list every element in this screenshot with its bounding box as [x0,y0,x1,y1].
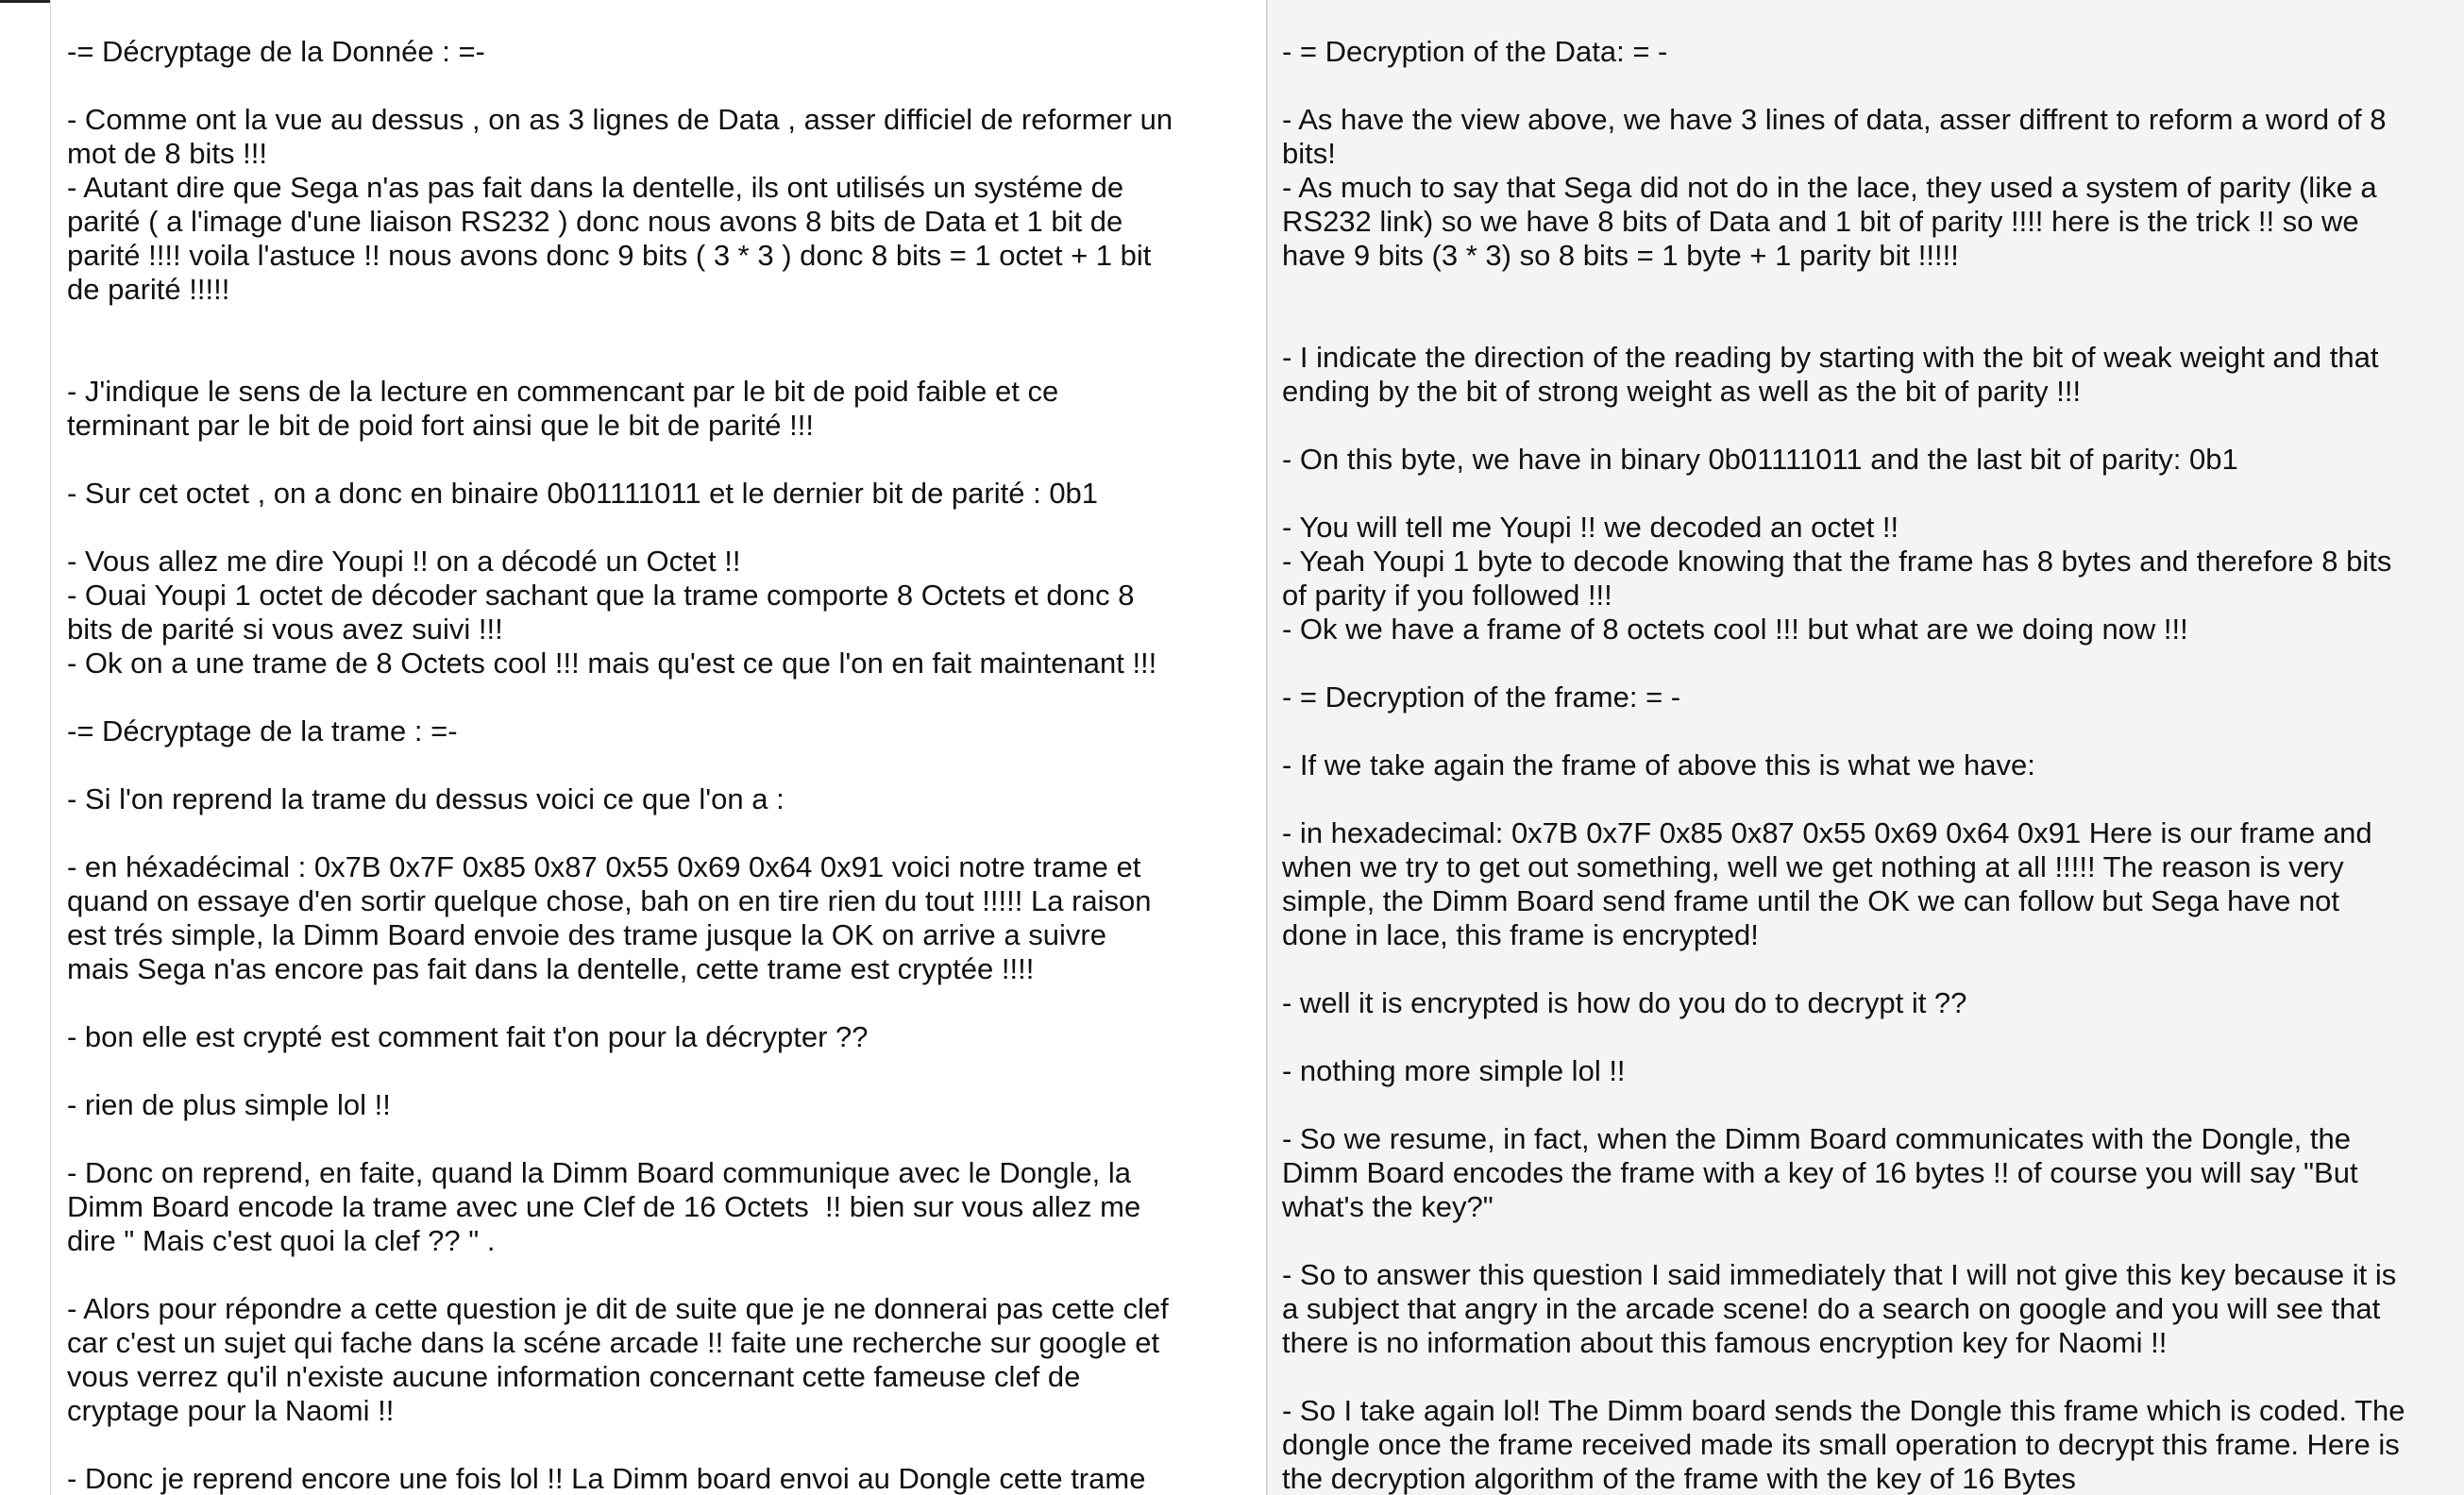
text-line: - = Decryption of the Data: = - [1282,35,1668,68]
text-line: vous verrez qu'il n'existe aucune information concernant cette fameuse clef de [67,1360,1081,1393]
text-line: car c'est un sujet qui fache dans la scéne arcade !! faite une recherche sur google et [67,1326,1160,1359]
blank-line [67,1428,1261,1462]
text-line: - in hexadecimal: 0x7B 0x7F 0x85 0x87 0x55 0x69 0x64 0x91 Here is our frame and [1282,816,2372,849]
text-line: bits! [1282,137,1336,170]
text-line: parité ( a l'image d'une liaison RS232 ) donc nous avons 8 bits de Data et 1 bit de [67,205,1123,238]
text-line: - Donc on reprend, en faite, quand la Dimm Board communique avec le Dongle, la [67,1156,1131,1189]
text-line: parité !!!! voila l'astuce !! nous avons donc 9 bits ( 3 * 3 ) donc 8 bits = 1 octet + 1 bit [67,239,1152,272]
blank-line [1282,409,2448,443]
text-line: what's the key?" [1282,1190,1494,1223]
text-line: - So we resume, in fact, when the Dimm Board communicates with the Dongle, the [1282,1122,2351,1155]
blank-line [67,748,1261,782]
text-line: - = Decryption of the frame: = - [1282,680,1681,714]
blank-line [67,307,1261,341]
text-line: - J'indique le sens de la lecture en commencant par le bit de poid faible et ce [67,375,1059,408]
text-line: of parity if you followed !!! [1282,579,1612,612]
blank-line [1282,273,2448,307]
french-text-block [67,0,1261,1495]
text-line: est trés simple, la Dimm Board envoie des trame jusque la OK on arrive a suivre [67,918,1106,951]
text-line: - well it is encrypted is how do you do to decrypt it ?? [1282,986,1967,1019]
blank-line [1282,1360,2448,1394]
blank-line [1282,1224,2448,1258]
text-line: - Sur cet octet , on a donc en binaire 0b01111011 et le dernier bit de parité : 0b1 [67,477,1099,510]
blank-line [1282,1088,2448,1122]
text-line: Dimm Board encodes the frame with a key of 16 bytes !! of course you will say "But [1282,1156,2358,1189]
text-line: - Yeah Youpi 1 byte to decode knowing that the frame has 8 bytes and therefore 8 bits [1282,545,2392,578]
text-line: - Alors pour répondre a cette question je dit de suite que je ne donnerai pas cette clef [67,1292,1169,1325]
text-line: have 9 bits (3 * 3) so 8 bits = 1 byte + 1 parity bit !!!!! [1282,239,1959,272]
text-line: the decryption algorithm of the frame with the key of 16 Bytes [1282,1462,2076,1495]
text-line: simple, the Dimm Board send frame until the OK we can follow but Sega have not [1282,884,2340,917]
text-line: - So I take again lol! The Dimm board sends the Dongle this frame which is coded. The [1282,1394,2405,1427]
blank-line [67,1122,1261,1156]
text-line: - Ok we have a frame of 8 octets cool !!! but what are we doing now !!! [1282,613,2188,646]
blank-line [1282,1020,2448,1054]
text-line: de parité !!!!! [67,273,230,306]
text-line: - On this byte, we have in binary 0b01111011 and the last bit of parity: 0b1 [1282,443,2238,476]
blank-line [1282,69,2448,103]
blank-line [67,1,1261,35]
blank-line [1282,1,2448,35]
text-line: dongle once the frame received made its small operation to decrypt this frame. Here is [1282,1428,2400,1461]
text-line: -= Décryptage de la Donnée : =- [67,35,485,68]
text-line: done in lace, this frame is encrypted! [1282,918,1759,951]
blank-line [1282,477,2448,511]
blank-line [1282,714,2448,748]
translated-text-panel[interactable] [1267,0,2464,1495]
original-text-panel[interactable] [50,0,1266,1495]
text-line: - Ouai Youpi 1 octet de décoder sachant que la trame comporte 8 Octets et donc 8 [67,579,1135,612]
text-line: - Ok on a une trame de 8 Octets cool !!! mais qu'est ce que l'on en fait maintenant !!! [67,647,1157,680]
text-line: - rien de plus simple lol !! [67,1088,391,1121]
text-line: dire " Mais c'est quoi la clef ?? " . [67,1224,496,1257]
text-line: - If we take again the frame of above this is what we have: [1282,748,2035,781]
text-line: bits de parité si vous avez suivi !!! [67,613,503,646]
text-line: RS232 link) so we have 8 bits of Data and 1 bit of parity !!!! here is the trick !! so we [1282,205,2359,238]
blank-line [1282,952,2448,986]
text-line: a subject that angry in the arcade scene! do a search on google and you will see that [1282,1292,2381,1325]
blank-line [67,1258,1261,1292]
blank-line [1282,307,2448,341]
english-text-block [1282,0,2448,1495]
blank-line [67,69,1261,103]
text-line: when we try to get out something, well we get nothing at all !!!!! The reason is very [1282,850,2344,883]
text-line: - You will tell me Youpi !! we decoded an octet !! [1282,511,1899,544]
text-line: - So to answer this question I said immediately that I will not give this key because it is [1282,1258,2397,1291]
text-line: - Si l'on reprend la trame du dessus voici ce que l'on a : [67,782,785,815]
blank-line [67,443,1261,477]
text-line: - Donc je reprend encore une fois lol !! La Dimm board envoi au Dongle cette trame [67,1462,1146,1495]
text-line: terminant par le bit de poid fort ainsi que le bit de parité !!! [67,409,814,442]
text-line: Dimm Board encode la trame avec une Clef de 16 Octets !! bien sur vous allez me [67,1190,1141,1223]
blank-line [67,816,1261,850]
blank-line [67,511,1261,545]
text-line: - Vous allez me dire Youpi !! on a décodé un Octet !! [67,545,741,578]
text-line: cryptage pour la Naomi !! [67,1394,395,1427]
blank-line [67,1054,1261,1088]
text-line: mot de 8 bits !!! [67,137,267,170]
blank-line [67,986,1261,1020]
text-line: - bon elle est crypté est comment fait t'on pour la décrypter ?? [67,1020,869,1053]
text-line: ending by the bit of strong weight as well as the bit of parity !!! [1282,375,2082,408]
text-line: - Autant dire que Sega n'as pas fait dans la dentelle, ils ont utilisés un systéme de [67,171,1124,204]
blank-line [1282,647,2448,680]
text-line: mais Sega n'as encore pas fait dans la dentelle, cette trame est cryptée !!!! [67,952,1035,985]
text-line: - As much to say that Sega did not do in the lace, they used a system of parity (like a [1282,171,2377,204]
blank-line [67,680,1261,714]
text-line: - Comme ont la vue au dessus , on as 3 lignes de Data , asser difficiel de reformer un [67,103,1173,136]
blank-line [1282,782,2448,816]
text-line: - nothing more simple lol !! [1282,1054,1626,1087]
text-line: - As have the view above, we have 3 lines of data, asser diffrent to reform a word of 8 [1282,103,2387,136]
text-line: - en héxadécimal : 0x7B 0x7F 0x85 0x87 0x55 0x69 0x64 0x91 voici notre trame et [67,850,1141,883]
text-line: quand on essaye d'en sortir quelque chose, bah on en tire rien du tout !!!!! La raison [67,884,1152,917]
text-line: -= Décryptage de la trame : =- [67,714,458,748]
blank-line [67,341,1261,375]
text-line: there is no information about this famous encryption key for Naomi !! [1282,1326,2168,1359]
text-line: - I indicate the direction of the reading by starting with the bit of weak weight and that [1282,341,2379,374]
